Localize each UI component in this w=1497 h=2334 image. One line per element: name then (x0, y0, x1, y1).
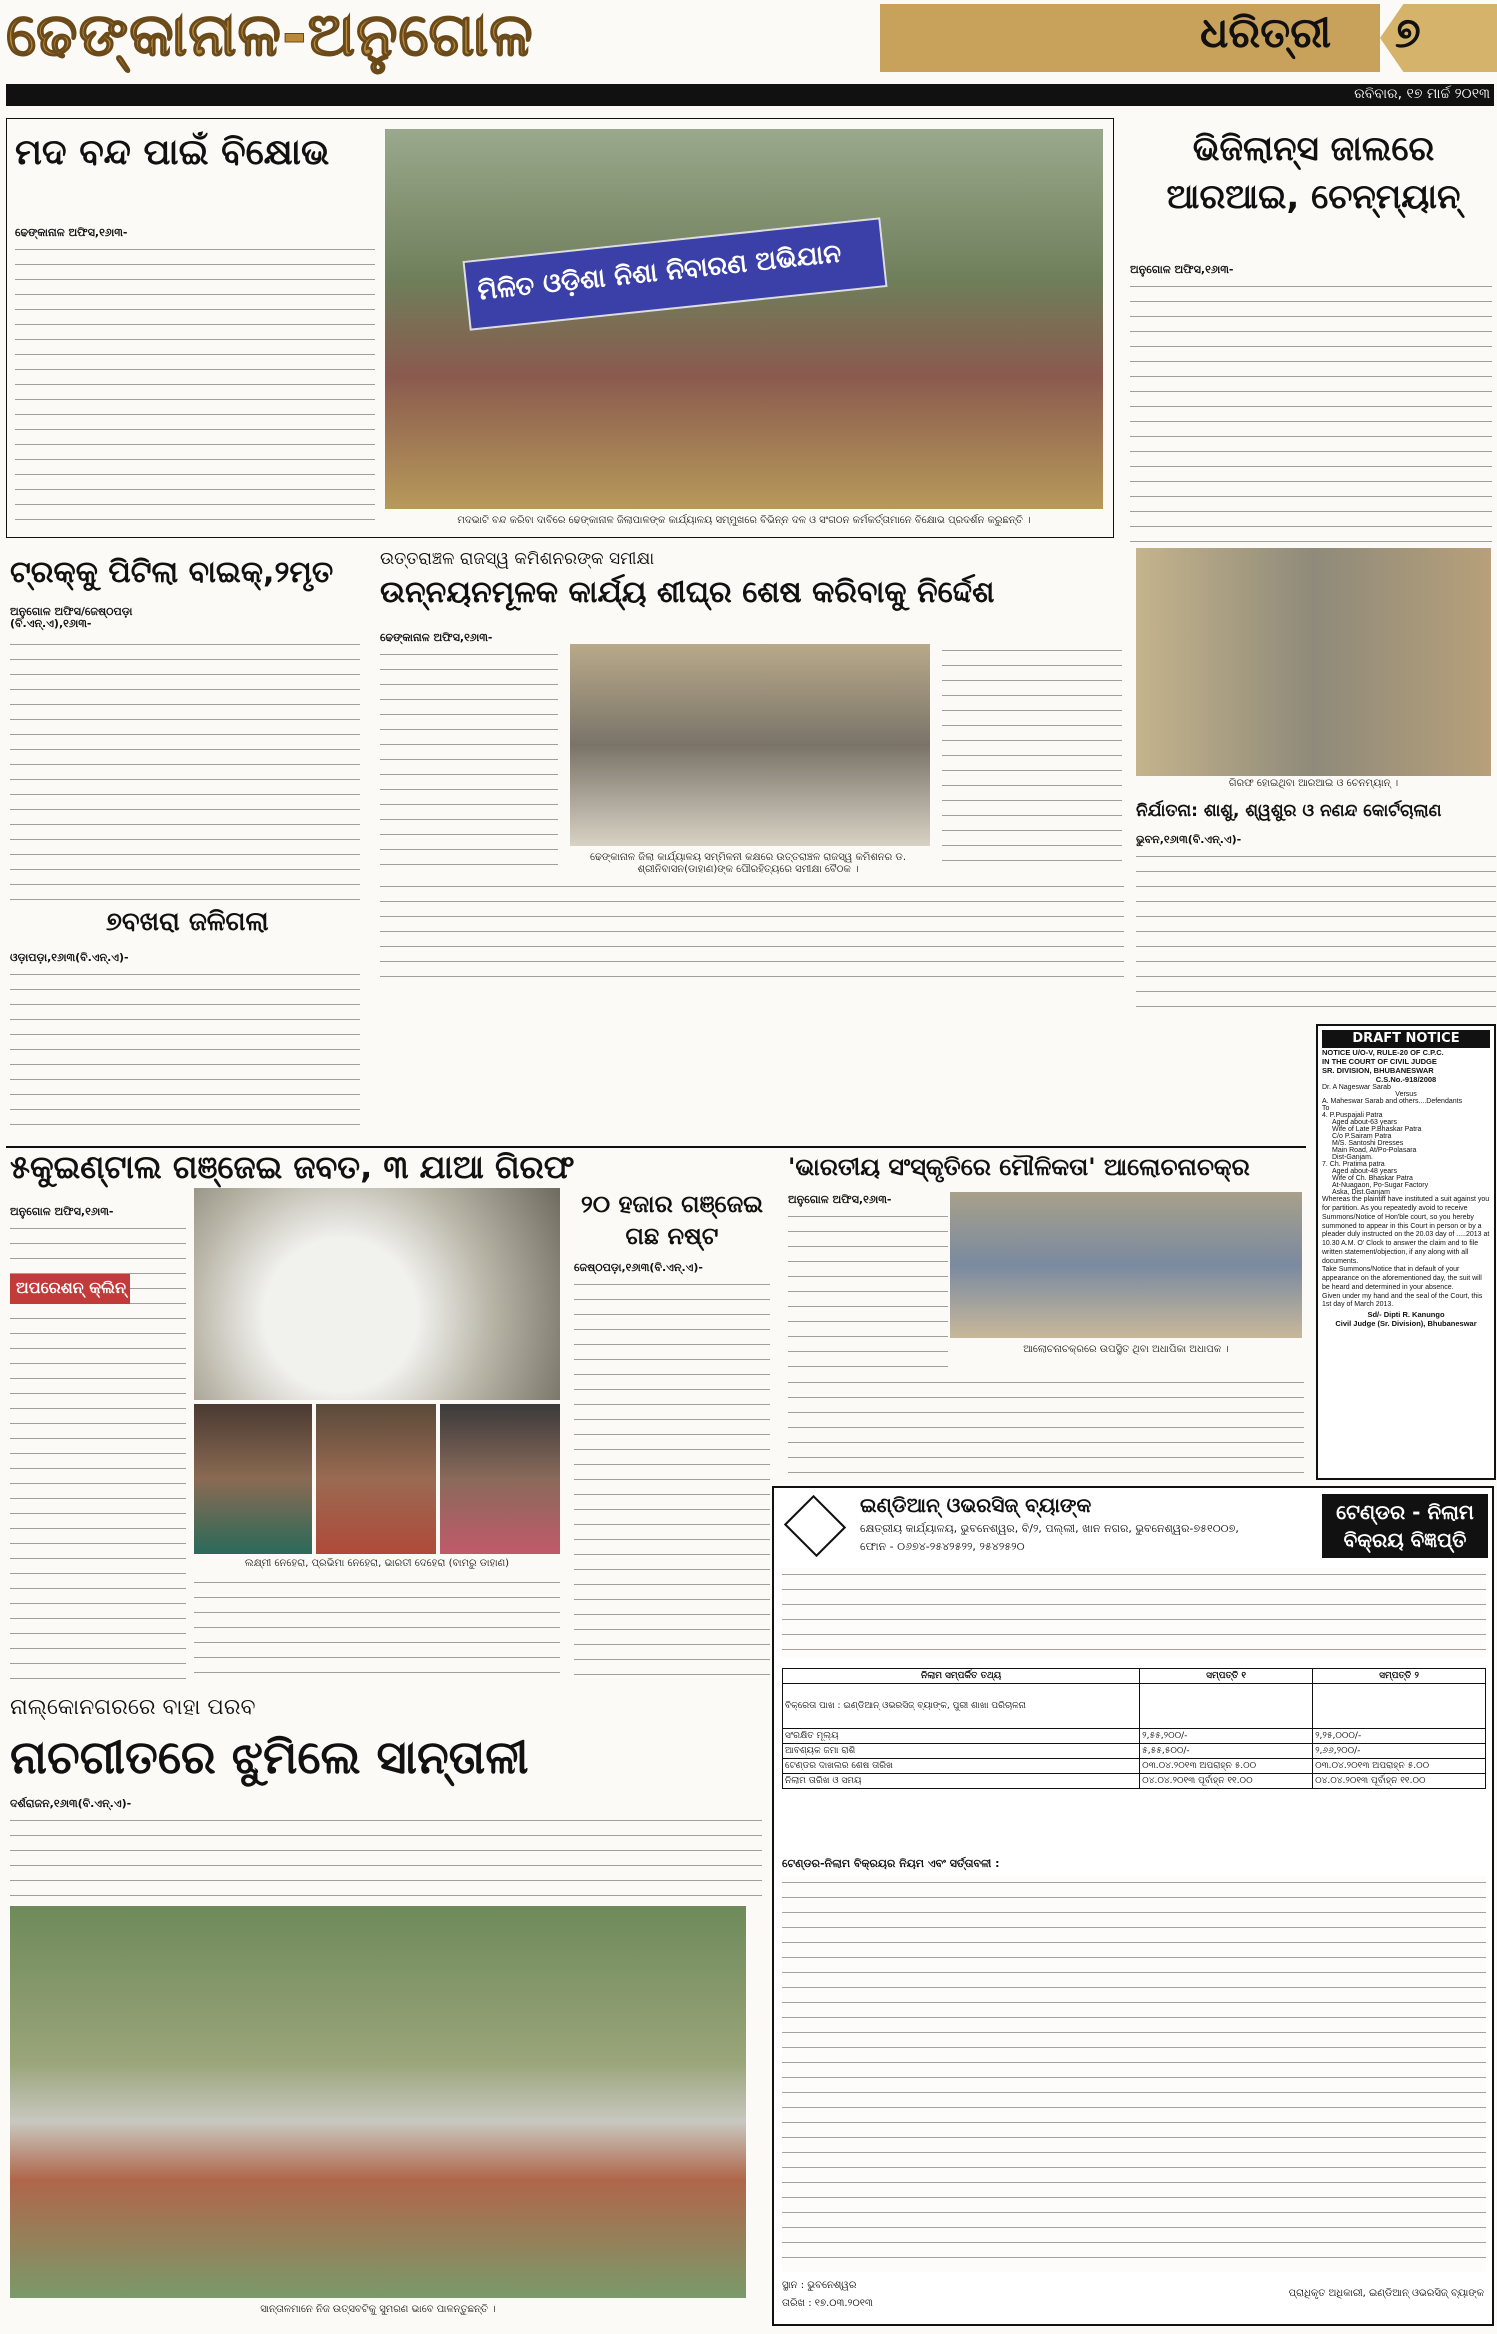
table-header: ସମ୍ପତ୍ତି ୨ (1313, 1669, 1486, 1684)
dateline: ଦର୍ଶରାଜନ,୧୬ା୩(ବି.ଏନ୍.ଏ)- (10, 1797, 132, 1810)
bank-name: ଇଣ୍ଡିଆନ୍ ଓଭରସିଜ୍ ବ୍ୟାଙ୍କ (860, 1493, 1092, 1517)
dance-caption: ସାନ୍ତାଳମାନେ ନିଜ ଉତ୍ସବଟିକୁ ସୁମରଣ ଭାବେ ପାଳନ୍ତୁଛନ୍ତି । (260, 2304, 496, 2315)
notice-line: SR. DIVISION, BHUBANESWAR (1322, 1066, 1434, 1076)
pullout-text: ଅପରେଶନ୍ କ୍ଲିନ୍ (16, 1278, 127, 1297)
table-header: ନିଲାମ ସମ୍ପର୍କିତ ତଥ୍ୟ (783, 1669, 1140, 1684)
sub-headline: ୨୦ ହଜାର ଗଞ୍ଜେଇ ଗଛ ନଷ୍ଟ (580, 1190, 764, 1251)
table-header-row (783, 1669, 1486, 1684)
footer-sign: ପ୍ରାଧିକୃତ ଅଧିକାରୀ, ଇଣ୍ଡିଆନ୍ ଓଭରସିଜ୍ ବ୍ୟାଙ୍କ (1288, 2288, 1484, 2299)
footer-date: ତାରିଖ : ୧୭.୦୩.୨୦୧୩ (782, 2298, 873, 2309)
notice-line: Aged about-48 years (1332, 1168, 1397, 1176)
headline: ଭିଜିଲାନ୍ସ ଜାଲରେ ଆରଆଇ, ଚେନ୍‌ମ୍ୟାନ୍ (1166, 129, 1461, 217)
headline: ମଦ ବନ୍ଦ ପାଇଁ ବିକ୍ଷୋଭ (15, 132, 330, 173)
headline: ଉନ୍ନୟନମୂଳକ କାର୍ଯ୍ୟ ଶୀଘ୍ର ଶେଷ କରିବାକୁ ନିର୍ଦ୍ଦେଶ (380, 575, 995, 610)
bank-address: କ୍ଷେତ୍ରୀୟ କାର୍ଯ୍ୟାଳୟ, ଭୁବନେଶ୍ୱର, ବି/୨, ପଲ୍ଲୀ, ଖାନ ନଗର, ଭୁବନେଶ୍ୱର-୭୫୧୦୦୭, (860, 1522, 1239, 1535)
dance-photo (10, 1906, 746, 2298)
notice-line: Wife of Late P.Bhaskar Patra (1332, 1126, 1422, 1134)
accused-photo-3 (440, 1404, 560, 1554)
section-title: ଢେଙ୍କାନାଳ-ଅନୁଗୋଳ (6, 0, 534, 70)
headline: ନାଚଗୀତରେ ଝୁମିଲେ ସାନ୍ତାଳୀ (10, 1730, 529, 1784)
dateline: ଅନୁଗୋଳ ଅଫିସ,୧୬ା୩- (1130, 263, 1234, 276)
table-cell: ୦୩.୦୪.୨୦୧୩ ଅପରାହ୍ନ ୫.୦୦ (1313, 1759, 1486, 1774)
draft-notice (1316, 1024, 1496, 1480)
table-row (783, 1759, 1486, 1774)
table-cell: ଟେଣ୍ଡର ଦାଖଲର ଶେଷ ତାରିଖ (783, 1759, 1140, 1774)
table-row (783, 1774, 1486, 1789)
notice-line: At-Nuagaon, Po-Sugar Factory (1332, 1182, 1429, 1190)
banner-text: ମିଳିତ ଓଡ଼ିଶା ନିଶା ନିବାରଣ ଅଭିଯାନ (476, 238, 843, 307)
table-cell (1140, 1684, 1313, 1729)
notice-line: Dr. A Nageswar Sarab (1322, 1084, 1391, 1092)
dateline: ଅନୁଗୋଳ ଅଫିସ/ଜେଷ୍ଠପଡ଼ା (ବି.ଏନ୍.ଏ),୧୬ା୩- (10, 605, 133, 631)
vigilance-photo (1136, 548, 1491, 776)
accused-photo-1 (194, 1404, 312, 1554)
terms-title: ଟେଣ୍ଡର-ନିଲାମ ବିକ୍ରୟର ନିୟମ ଏବଂ ସର୍ତ୍ତାବଳୀ : (782, 1857, 1000, 1870)
date-line: ରବିବାର, ୧୭ ମାର୍ଚ୍ଚ ୨୦୧୩ (1354, 86, 1490, 102)
bank-logo (784, 1495, 846, 1557)
notice-line: C.S.No.-918/2008 (1375, 1075, 1437, 1085)
table-header: ସମ୍ପତ୍ତି ୧ (1140, 1669, 1313, 1684)
dateline: ଅନୁଗୋଳ ଅଫିସ,୧୬ା୩- (10, 1205, 114, 1218)
dateline: ଅନୁଗୋଳ ଅଫିସ,୧୬ା୩- (788, 1193, 892, 1206)
masthead (0, 0, 1497, 80)
table-cell: ବିକ୍ରେତା ପାଖ : ଇଣ୍ଡିଆନ୍ ଓଭରସିଜ୍ ବ୍ୟାଙ୍କ, ପୁରୀ ଶାଖା ପରିଚାଳନା (783, 1684, 1140, 1729)
table-cell: ଆବଶ୍ୟକ ଜମା ରାଶି (783, 1744, 1140, 1759)
table-cell: ୦୪.୦୪.୨୦୧୩ ପୂର୍ବାହ୍ନ ୧୧.୦୦ (1313, 1774, 1486, 1789)
notice-line: Aged about-63 years (1332, 1119, 1397, 1127)
story-ganja (6, 1150, 776, 1690)
story-torture (1134, 796, 1496, 1026)
headline: ଟ୍ରକ୍‌କୁ ପିଟିଲା ବାଇକ୍,୨ମୃତ (10, 555, 334, 590)
terms-body (782, 1876, 1486, 2272)
notice-line: 7. Ch. Pratima patra (1322, 1161, 1385, 1169)
table-cell: ୦୩.୦୪.୨୦୧୩ ଅପରାହ୍ନ ୫.୦୦ (1140, 1759, 1313, 1774)
notice-line: NOTICE U/O-V, RULE-20 OF C.P.C. (1322, 1048, 1444, 1058)
sub-article-body (574, 1278, 770, 1682)
notice-line: Wife of Ch. Bhaskar Patra (1332, 1175, 1413, 1183)
article-body-bottom (788, 1376, 1304, 1476)
footer-place: ସ୍ଥାନ : ଭୁବନେଶ୍ୱର (782, 2280, 857, 2291)
meeting-caption: ଢେଙ୍କାନାଳ ଜିଲା କାର୍ଯ୍ୟାଳୟ ସମ୍ମିଳନୀ କକ୍ଷରେ ଉତ୍ତରାଞ୍ଚଳ ରାଜସ୍ୱ କମିଶନର ଡ. ଶ୍ରୀନିବାସନ(ଡାହାଣ)ଙ୍କ ପୌରହିତ୍ୟରେ ସମୀକ୍ଷା ବୈଠକ । (589, 852, 907, 875)
notice-line: Whereas the plaintiff have instituted a suit against you for partition. As you repeatedly avoid to receive Summons/Notice of Hon'ble court, so you hereby summoned to appear in this Court in person or by a pleader duly instructed on the 20.03 day of .....2013 at 10.30 A.M. O' Clock to answer the claim and to file written statement/objection, if any along with all documents. (1322, 1196, 1490, 1265)
headline: ନିର୍ଯାତନା: ଶାଶୁ, ଶ୍ୱଶୁର ଓ ନଣନ୍ଦ କୋର୍ଟଚାଲାଣ (1136, 801, 1442, 821)
notice-line: Versus (1395, 1091, 1417, 1099)
story-fire (6, 908, 362, 1144)
story-vigilance (1126, 118, 1496, 558)
seized-ganja-photo (194, 1188, 560, 1400)
accused-photo-2 (316, 1404, 436, 1554)
notice-line: A. Maheswar Sarab and others....Defendants (1322, 1098, 1463, 1106)
headline: ୭ବଖରା ଜଳିଗଲା (106, 907, 269, 937)
table-row (783, 1729, 1486, 1744)
table-cell (1313, 1684, 1486, 1729)
article-body (1136, 850, 1496, 1018)
table-cell: ନିଲାମ ତାରିଖ ଓ ସମୟ (783, 1774, 1140, 1789)
table-cell: ୫,୫୫,୫୦୦/- (1140, 1744, 1313, 1759)
notice-line: Take Summons/Notice that in default of your appearance on the aforementioned day, the suit will be heard and determined in your absence. (1322, 1266, 1482, 1291)
table-row (783, 1744, 1486, 1759)
pullout-box (10, 1274, 130, 1304)
seminar-caption: ଆଲୋଚନାଚକ୍ରରେ ଉପସ୍ଥିତ ଥିବା ଅଧାପିକା ଅଧାପକ । (1023, 1344, 1229, 1355)
table-cell: ସଂରକ୍ଷିତ ମୂଲ୍ୟ (783, 1729, 1140, 1744)
notice-line: IN THE COURT OF CIVIL JUDGE (1322, 1057, 1437, 1067)
notice-line: Given under my hand and the seal of the Court, this 1st day of March 2013. (1322, 1292, 1483, 1309)
article-body (15, 243, 375, 528)
dateline: ଢେଙ୍କାନାଳ ଅଫିସ,୧୬ା୩- (15, 226, 128, 239)
headline: ୫କୁଇଣ୍ଟାଲ ଗଞ୍ଜେଇ ଜବତ, ୩ ଯାଆ ଗିରଫ (10, 1148, 575, 1186)
ad-intro (782, 1568, 1486, 1658)
table-cell: ୦୪.୦୪.୨୦୧୩ ପୂର୍ବାହ୍ନ ୧୧.୦୦ (1140, 1774, 1313, 1789)
notice-line: M/S. Santoshi Dresses (1332, 1140, 1404, 1148)
article-body-col1 (788, 1210, 948, 1368)
story-liquor (6, 118, 1114, 538)
bank-phone: ଫୋନ - ୦୬୭୪-୨୫୪୨୫୨୨, ୨୫୪୨୫୨୦ (860, 1540, 1025, 1553)
article-body-col3 (942, 644, 1122, 872)
protest-banner (462, 217, 887, 331)
table-cell: ୨,୫୫,୨୦୦/- (1140, 1729, 1313, 1744)
notice-title: DRAFT NOTICE (1322, 1030, 1490, 1048)
paper-name: ଧରିତ୍ରୀ (1200, 8, 1332, 57)
seminar-photo (950, 1192, 1302, 1338)
protest-photo (385, 129, 1103, 509)
page-number: ୭ (1395, 8, 1421, 57)
article-body-bottom (380, 880, 1124, 984)
accused-caption: ଲକ୍ଷ୍ମୀ ନେହେରା, ପ୍ରଭିମା ନେହେରା, ଭାରତୀ ଦେହେରା (ବାମରୁ ଡାହାଣ) (244, 1558, 510, 1569)
bank-ad (772, 1486, 1494, 2326)
notice-line: Aska, Dist.Ganjam (1332, 1189, 1390, 1197)
kicker: ନାଲ୍‌କୋନଗରରେ ବାହା ପରବ (10, 1695, 256, 1720)
kicker: ଉତ୍ତରାଞ୍ଚଳ ରାଜସ୍ୱ କମିଶନରଙ୍କ ସମୀକ୍ଷା (380, 549, 655, 569)
table-row (783, 1684, 1486, 1729)
article-body (10, 1814, 762, 1898)
story-truck (6, 550, 362, 910)
sub-dateline: ଜେଷ୍ଠପଡ଼ା,୧୬ା୩(ବି.ଏନ୍.ଏ)- (574, 1261, 703, 1274)
notice-line: Main Road, At/Po-Polasara (1332, 1147, 1417, 1155)
notice-line: Dist-Ganjam. (1332, 1154, 1373, 1162)
story-culture (784, 1150, 1308, 1480)
article-body-lower (194, 1576, 560, 1682)
story-santali (6, 1696, 766, 2326)
vigilance-caption: ଗିରଫ ହୋଇଥିବା ଆରଆଇ ଓ ଚେନମ୍ୟାନ୍ । (1228, 778, 1399, 789)
article-body-col1 (380, 648, 558, 872)
headline: 'ଭାରତୀୟ ସଂସ୍କୃତିରେ ମୌଳିକତା' ଆଲୋଚନାଚକ୍ର (788, 1153, 1250, 1181)
dateline: ଓଡ଼ାପଡ଼ା,୧୬ା୩(ବି.ଏନ୍.ଏ)- (10, 951, 129, 964)
story-commissioner (376, 548, 1128, 1144)
dateline: ଢେଙ୍କାନାଳ ଅଫିସ,୧୬ା୩- (380, 631, 493, 644)
article-body (10, 968, 360, 1136)
notice-line: Sd/- Dipti R. Kanungo (1367, 1310, 1445, 1320)
article-body (10, 638, 360, 900)
notice-line: Civil Judge (Sr. Division), Bhubaneswar (1335, 1319, 1477, 1329)
ad-type: ଟେଣ୍ଡର - ନିଲାମ ବିକ୍ରୟ ବିଜ୍ଞପ୍ତି (1322, 1494, 1488, 1558)
notice-line: C/o P.Sairam Patra (1332, 1133, 1392, 1141)
meeting-photo (570, 644, 930, 846)
article-body (1130, 280, 1492, 546)
table-cell: ୨,୬୬,୨୦୦/- (1313, 1744, 1486, 1759)
photo-caption: ମଦଭାଟି ବନ୍ଦ କରିବା ଦାବିରେ ଢେଙ୍କାନାଳ ଜିଲାପାଳଙ୍କ କାର୍ଯ୍ୟାଳୟ ସମ୍ମୁଖରେ ବିଭିନ୍ନ ଦଳ ଓ ସଂଗଠନ କର୍ମକର୍ତ୍ତାମାନେ ବିକ୍ଷୋଭ ପ୍ରଦର୍ଶନ କରୁଛନ୍ତି । (457, 515, 1031, 526)
notice-line: To (1322, 1105, 1330, 1113)
table-cell: ୨,୨୫,୦୦୦/- (1313, 1729, 1486, 1744)
dateline: ଭୁବନ,୧୬ା୩(ବି.ଏନ୍.ଏ)- (1136, 833, 1242, 846)
auction-table (782, 1668, 1486, 1789)
notice-line: 4. P.Puspajali Patra (1322, 1112, 1383, 1120)
